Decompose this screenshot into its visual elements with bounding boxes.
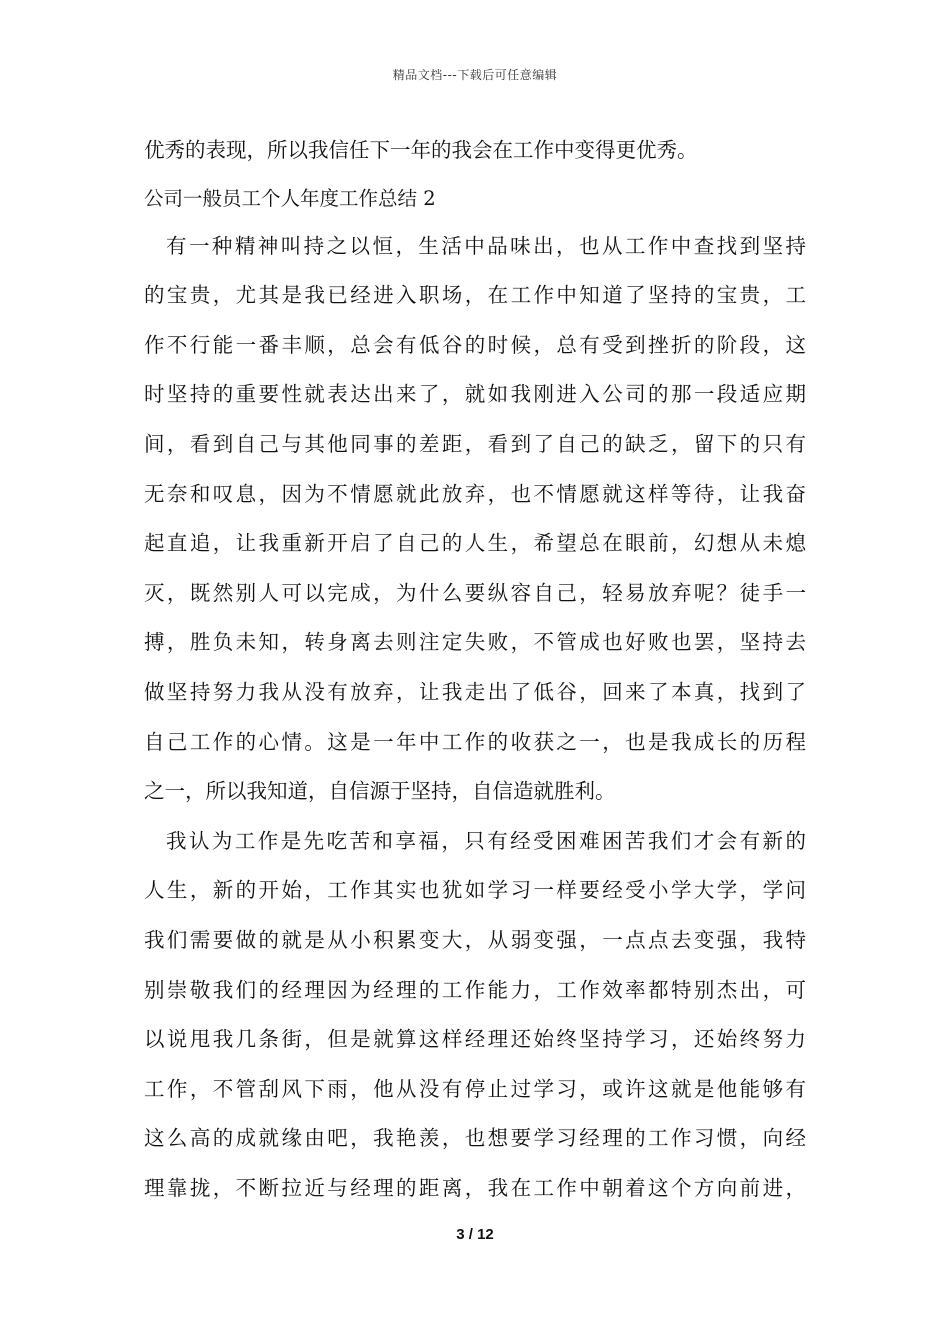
paragraph-2 [144, 817, 806, 1214]
paragraph-line: 之一，所以我知道，自信源于坚持，自信造就胜利。 [144, 779, 616, 804]
paragraph-line: 无奈和叹息，因为不情愿就此放弃，也不情愿就这样等待，让我奋 [144, 481, 806, 506]
section-title: 公司一般员工个人年度工作总结 2 [144, 186, 436, 210]
paragraph-line: 有一种精神叫持之以恒，生活中品味出，也从工作中查找到坚持 [166, 233, 806, 258]
paragraph-line: 人生，新的开始，工作其实也犹如学习一样要经受小学大学，学问 [144, 878, 806, 903]
paragraph-line: 工作，不管刮风下雨，他从没有停止过学习，或许这就是他能够有 [144, 1076, 806, 1101]
intro-line: 优秀的表现，所以我信任下一年的我会在工作中变得更优秀。 [144, 138, 698, 162]
paragraph-line: 以说甩我几条街，但是就算这样经理还始终坚持学习，还始终努力 [144, 1027, 806, 1052]
page-header: 精品文档---下载后可任意编辑 [392, 68, 558, 82]
paragraph-line: 搏，胜负未知，转身离去则注定失败，不管成也好败也罢，坚持去 [144, 630, 806, 655]
paragraph-line: 别崇敬我们的经理因为经理的工作能力，工作效率都特别杰出，可 [144, 977, 806, 1002]
paragraph-line: 灭，既然别人可以完成，为什么要纵容自己，轻易放弃呢？徒手一 [144, 580, 806, 605]
page-number: 3 / 12 [456, 1226, 494, 1243]
paragraph-line: 自己工作的心情。这是一年中工作的收获之一，也是我成长的历程 [144, 729, 806, 754]
paragraph-line: 这么高的成就缘由吧，我艳羡，也想要学习经理的工作习惯，向经 [144, 1126, 806, 1151]
paragraph-line: 理靠拢，不断拉近与经理的距离，我在工作中朝着这个方向前进， [144, 1175, 806, 1200]
paragraph-line: 起直追，让我重新开启了自己的人生，希望总在眼前，幻想从未熄 [144, 531, 806, 556]
paragraph-line: 我们需要做的就是从小积累变大，从弱变强，一点点去变强，我特 [144, 927, 806, 952]
document-body [144, 126, 806, 1213]
paragraph-line: 作不行能一番丰顺，总会有低谷的时候，总有受到挫折的阶段，这 [144, 332, 806, 357]
paragraph-line: 间，看到自己与其他同事的差距，看到了自己的缺乏，留下的只有 [144, 431, 806, 456]
paragraph-1 [144, 222, 806, 817]
paragraph-line: 做坚持努力我从没有放弃，让我走出了低谷，回来了本真，找到了 [144, 679, 806, 704]
paragraph-line: 的宝贵，尤其是我已经进入职场，在工作中知道了坚持的宝贵，工 [144, 283, 806, 308]
paragraph-line: 时坚持的重要性就表达出来了，就如我刚进入公司的那一段适应期 [144, 382, 806, 407]
paragraph-line: 我认为工作是先吃苦和享福，只有经受困难困苦我们才会有新的 [166, 828, 806, 853]
